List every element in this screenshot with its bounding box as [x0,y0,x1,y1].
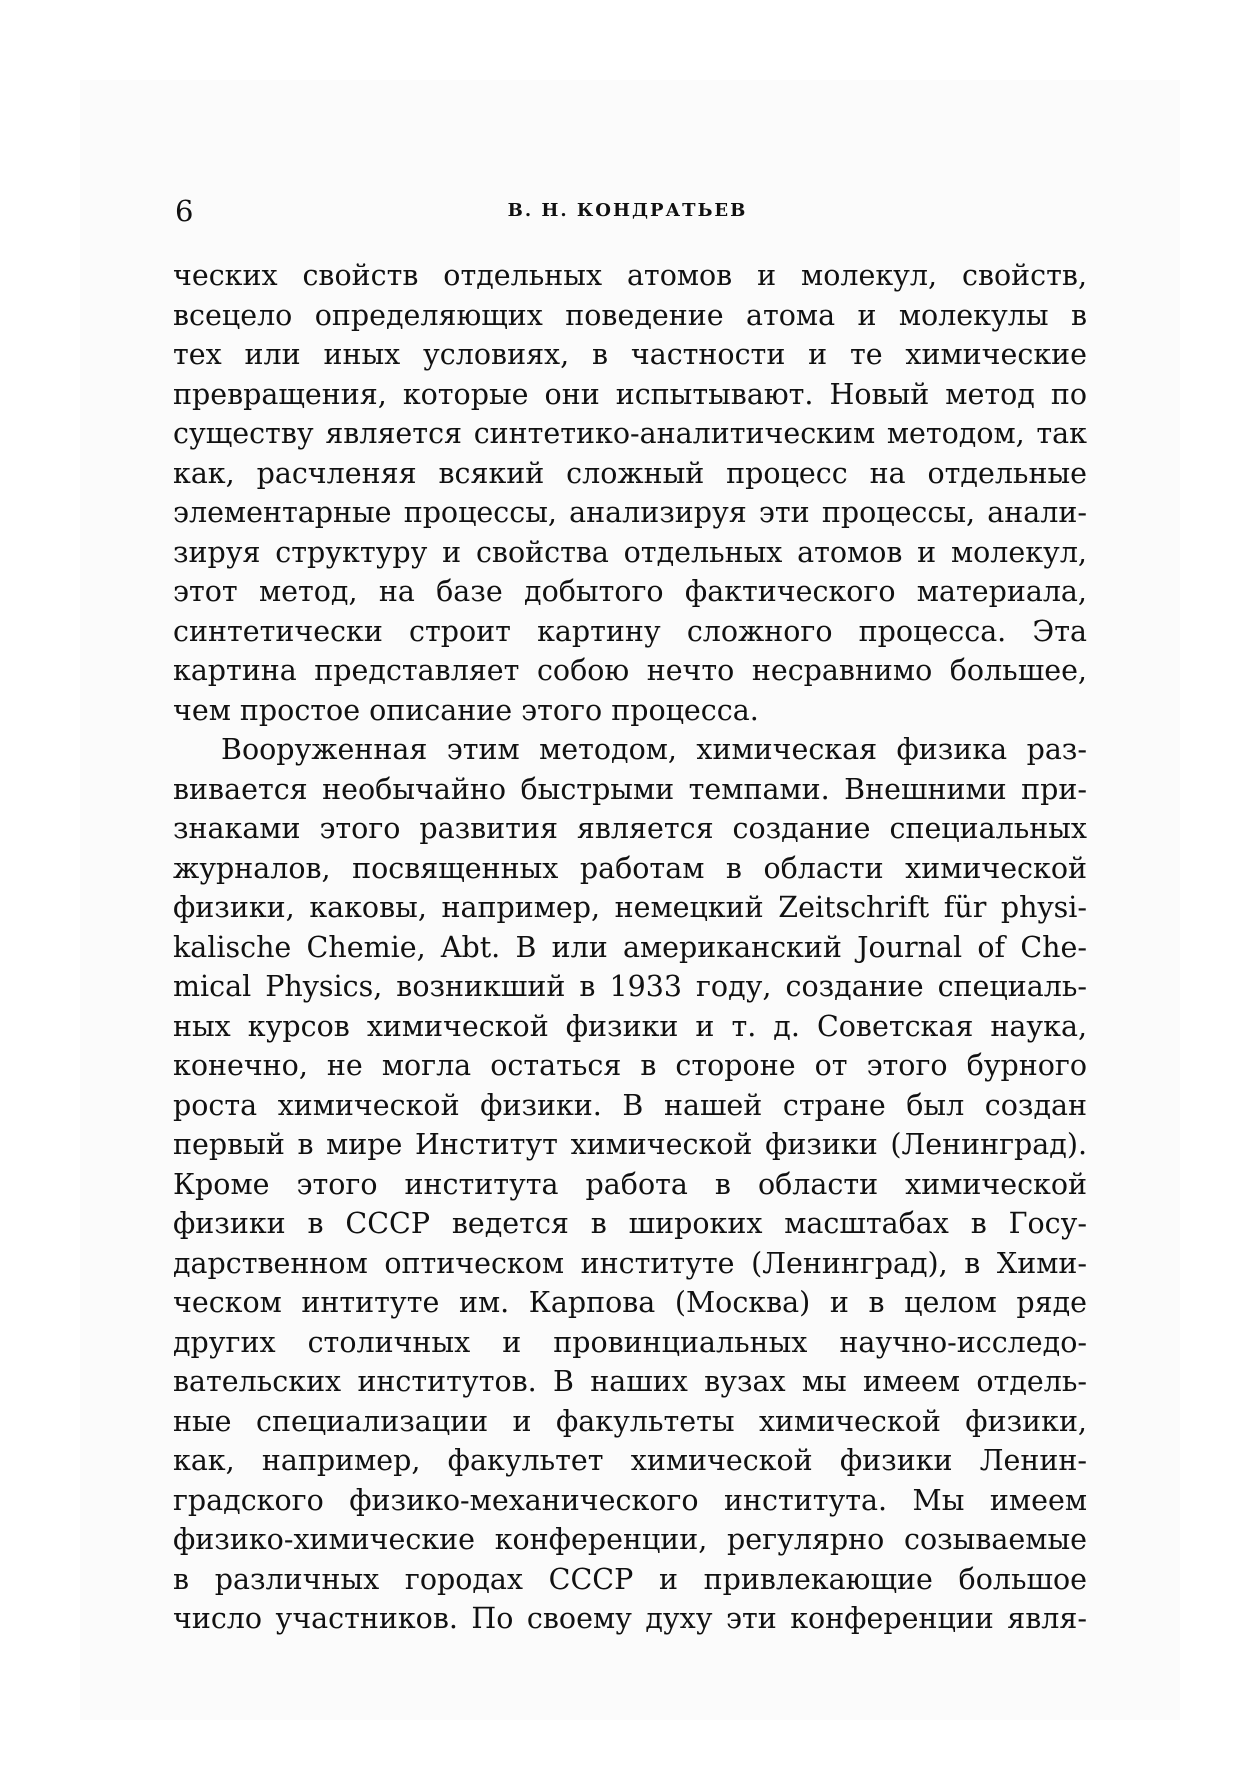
text-line: число участников. По своему духу эти конференции явля- [173,1602,1087,1635]
text-line: существу является синтетико-аналитическим методом, так [173,417,1087,450]
text-line: физики, каковы, например, немецкий Zeitschrift für physi- [173,891,1087,924]
text-line: превращения, которые они испытывают. Новый метод по [173,377,1087,411]
text-line: дарственном оптическом институте (Ленинград), в Хими- [173,1246,1087,1280]
text-line: вательских институтов. В наших вузах мы имеем отдель- [173,1365,1087,1398]
text-line: вивается необычайно быстрыми темпами. Внешними при- [173,772,1087,806]
text-line: журналов, посвященных работам в области химической [173,851,1087,885]
text-line: всецело определяющих поведение атома и молекулы в [173,298,1087,332]
running-head-title: В. Н. КОНДРАТЬЕВ [507,200,748,221]
text-line: ные специализации и факультеты химической физики, [173,1404,1087,1438]
text-line: синтетически строит картину сложного процесса. Эта [173,614,1087,648]
text-line: ческом интитуте им. Карпова (Москва) и в целом ряде [173,1286,1087,1319]
text-line: kalische Chemie, Abt. B или американский Journal of Che- [173,930,1087,964]
text-line: картина представляет собою нечто несравнимо большее, [173,654,1087,687]
text-line: ческих свойств отдельных атомов и молекул, свойств, [173,259,1087,292]
text-line: первый в мире Институт химической физики (Ленинград). [173,1128,1087,1161]
body-text [173,256,1087,1639]
text-line: других столичных и провинциальных научно-исследо- [173,1325,1087,1359]
text-line: зируя структуру и свойства отдельных атомов и молекул, [173,535,1087,569]
text-line: этот метод, на базе добытого фактического материала, [173,575,1087,608]
text-line: знаками этого развития является создание специальных [173,812,1087,845]
text-line: конечно, не могла остаться в стороне от этого бурного [173,1049,1087,1082]
text-line: физико-химические конференции, регулярно созываемые [173,1523,1087,1556]
text-line: чем простое описание этого процесса. [173,693,759,727]
text-line: как, расчленяя всякий сложный процесс на отдельные [173,456,1087,490]
page-number: 6 [175,194,194,228]
paragraph-first-line: Вооруженная этим методом, химическая физика раз- [221,733,1087,766]
text-line: ных курсов химической физики и т. д. Советская наука, [173,1009,1087,1043]
text-line: роста химической физики. В нашей стране был создан [173,1088,1087,1122]
text-line: как, например, факультет химической физики Ленин- [173,1444,1087,1477]
text-line: градского физико-механического института. Мы имеем [173,1483,1087,1517]
text-line: физики в СССР ведется в широких масштабах в Госу- [173,1207,1087,1240]
text-line: элементарные процессы, анализируя эти процессы, анали- [173,496,1087,529]
running-head [175,193,1080,229]
text-line: mical Physics, возникший в 1933 году, создание специаль- [173,970,1087,1003]
text-line: тех или иных условиях, в частности и те химические [173,338,1087,371]
text-line: Кроме этого института работа в области химической [173,1167,1087,1201]
text-line: в различных городах СССР и привлекающие большое [173,1562,1087,1596]
